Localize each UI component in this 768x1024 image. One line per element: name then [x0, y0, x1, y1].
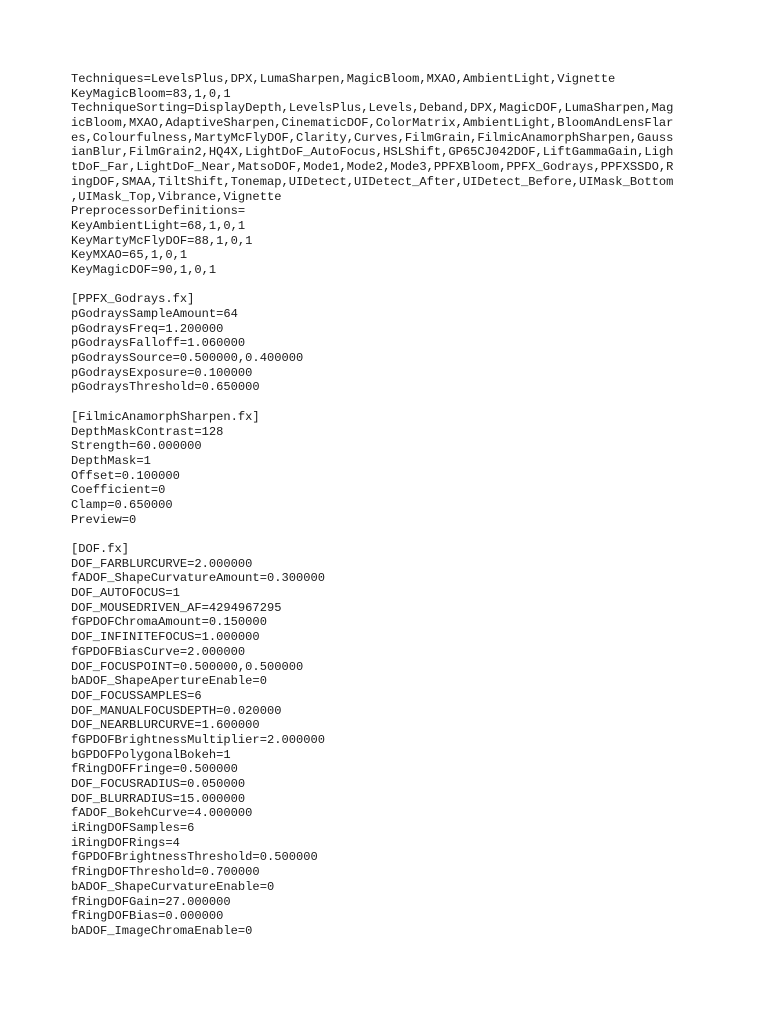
- config-line: bADOF_ShapeCurvatureEnable=0: [71, 879, 275, 894]
- config-line: DOF_NEARBLURCURVE=1.600000: [71, 718, 260, 733]
- section-header: [FilmicAnamorphSharpen.fx]: [71, 409, 260, 424]
- config-line: iRingDOFSamples=6: [71, 821, 195, 836]
- config-line: bGPDOFPolygonalBokeh=1: [71, 747, 231, 762]
- config-line: iRingDOFRings=4: [71, 835, 180, 850]
- config-line: ingDOF,SMAA,TiltShift,Tonemap,UIDetect,UIDetect_After,UIDetect_Before,UIMask_Bottom: [71, 174, 674, 189]
- config-line: DepthMask=1: [71, 453, 151, 468]
- config-line: DOF_BLURRADIUS=15.000000: [71, 791, 246, 806]
- config-line: DOF_FOCUSPOINT=0.500000,0.500000: [71, 659, 304, 674]
- config-line: DOF_MOUSEDRIVEN_AF=4294967295: [71, 600, 282, 615]
- config-line: KeyAmbientLight=68,1,0,1: [71, 218, 246, 233]
- config-line: DOF_AUTOFOCUS=1: [71, 586, 180, 601]
- config-line: DOF_FARBLURCURVE=2.000000: [71, 556, 253, 571]
- config-line: Coefficient=0: [71, 483, 166, 498]
- config-line: ,UIMask_Top,Vibrance,Vignette: [71, 189, 282, 204]
- config-line: DOF_MANUALFOCUSDEPTH=0.020000: [71, 703, 282, 718]
- config-line: pGodraysThreshold=0.650000: [71, 380, 260, 395]
- config-line: TechniqueSorting=DisplayDepth,LevelsPlus,Levels,Deband,DPX,MagicDOF,LumaSharpen,Mag: [71, 101, 674, 116]
- config-line: pGodraysSource=0.500000,0.400000: [71, 351, 304, 366]
- config-line: fRingDOFThreshold=0.700000: [71, 865, 260, 880]
- config-line: icBloom,MXAO,AdaptiveSharpen,CinematicDOF,ColorMatrix,AmbientLight,BloomAndLensFlar: [71, 116, 674, 131]
- config-line: es,Colourfulness,MartyMcFlyDOF,Clarity,Curves,FilmGrain,FilmicAnamorphSharpen,Gauss: [71, 130, 674, 145]
- blank-line: [71, 395, 711, 410]
- config-line: pGodraysFalloff=1.060000: [71, 336, 246, 351]
- config-line: Offset=0.100000: [71, 468, 180, 483]
- config-line: fGPDOFBrightnessThreshold=0.500000: [71, 850, 318, 865]
- config-line: fADOF_BokehCurve=4.000000: [71, 806, 253, 821]
- config-line: bADOF_ShapeApertureEnable=0: [71, 674, 267, 689]
- config-line: Techniques=LevelsPlus,DPX,LumaSharpen,MagicBloom,MXAO,AmbientLight,Vignette: [71, 72, 616, 86]
- section-header: [PPFX_Godrays.fx]: [71, 292, 195, 307]
- config-line: Preview=0: [71, 512, 137, 527]
- config-line: DOF_INFINITEFOCUS=1.000000: [71, 630, 260, 645]
- config-line: bADOF_ImageChromaEnable=0: [71, 923, 253, 938]
- config-line: fGPDOFBiasCurve=2.000000: [71, 644, 246, 659]
- config-line: ianBlur,FilmGrain2,HQ4X,LightDoF_AutoFocus,HSLShift,GP65CJ042DOF,LiftGammaGain,Ligh: [71, 145, 674, 160]
- config-line: pGodraysFreq=1.200000: [71, 321, 224, 336]
- config-line: DepthMaskContrast=128: [71, 424, 224, 439]
- config-line: KeyMagicDOF=90,1,0,1: [71, 262, 217, 277]
- config-line: PreprocessorDefinitions=: [71, 204, 246, 219]
- config-line: DOF_FOCUSSAMPLES=6: [71, 688, 202, 703]
- blank-line: [71, 527, 711, 542]
- config-line: fGPDOFChromaAmount=0.150000: [71, 615, 267, 630]
- config-line: fRingDOFFringe=0.500000: [71, 762, 238, 777]
- config-line: KeyMagicBloom=83,1,0,1: [71, 86, 231, 101]
- config-line: KeyMartyMcFlyDOF=88,1,0,1: [71, 233, 253, 248]
- config-line: DOF_FOCUSRADIUS=0.050000: [71, 777, 246, 791]
- config-line: pGodraysSampleAmount=64: [71, 307, 238, 321]
- config-document: [71, 72, 711, 939]
- blank-line: [71, 278, 711, 293]
- config-line: pGodraysExposure=0.100000: [71, 365, 253, 380]
- config-line: fGPDOFBrightnessMultiplier=2.000000: [71, 732, 326, 747]
- section-header: [DOF.fx]: [71, 542, 130, 556]
- config-line: fRingDOFGain=27.000000: [71, 894, 231, 909]
- config-line: Strength=60.000000: [71, 439, 202, 454]
- config-line: KeyMXAO=65,1,0,1: [71, 248, 188, 263]
- config-line: tDoF_Far,LightDoF_Near,MatsoDOF,Mode1,Mode2,Mode3,PPFXBloom,PPFX_Godrays,PPFXSSDO,R: [71, 160, 674, 175]
- config-line: Clamp=0.650000: [71, 497, 173, 512]
- config-line: fRingDOFBias=0.000000: [71, 909, 224, 924]
- config-line: fADOF_ShapeCurvatureAmount=0.300000: [71, 571, 326, 586]
